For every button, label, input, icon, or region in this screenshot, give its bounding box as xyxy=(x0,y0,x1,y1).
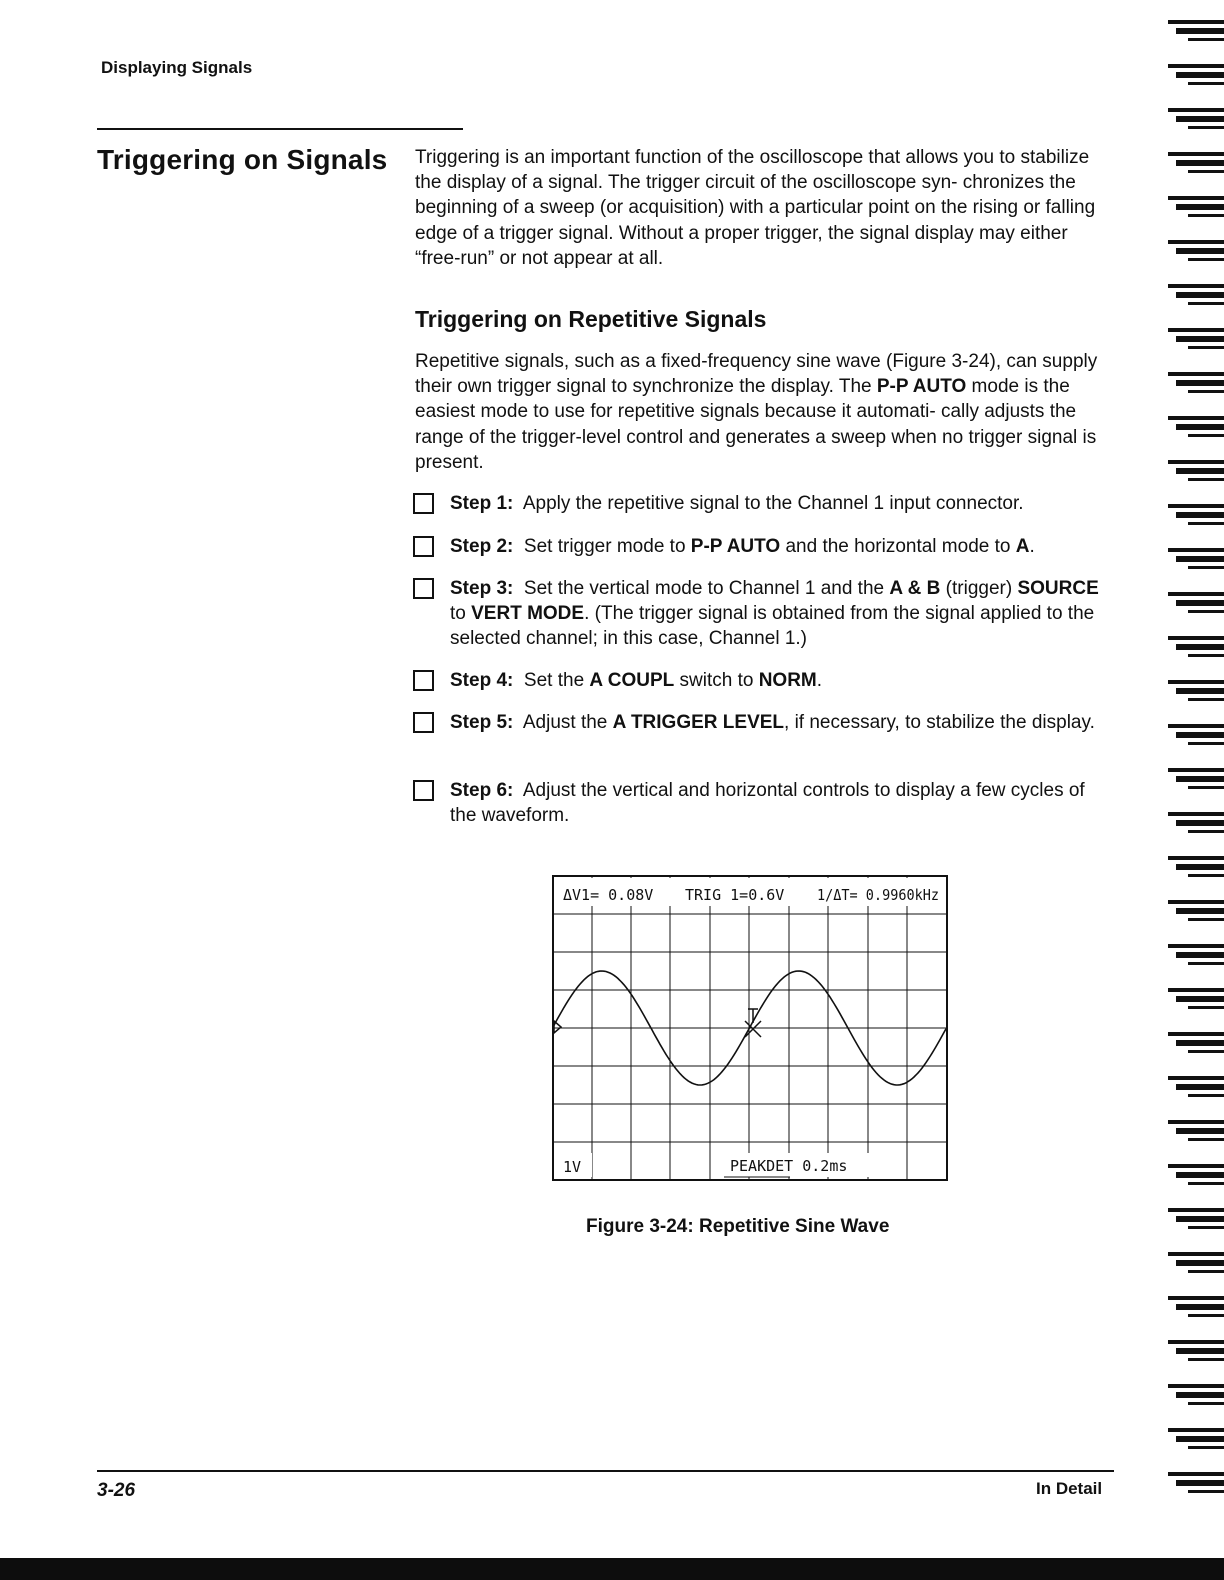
checkbox-icon[interactable] xyxy=(413,578,434,599)
edge-mark xyxy=(1168,944,1224,965)
running-head: Displaying Signals xyxy=(101,58,253,77)
footer-rule xyxy=(97,1470,1114,1472)
checkbox-icon[interactable] xyxy=(413,712,434,733)
step-4: Step 4: Set the A COUPL switch to NORM. xyxy=(413,668,1113,693)
step-6: Step 6: Adjust the vertical and horizontal controls to display a few cycles of the waveform. xyxy=(413,778,1113,828)
checkbox-icon[interactable] xyxy=(413,536,434,557)
section-title: Triggering on Signals xyxy=(97,144,388,175)
step-3: Step 3: Set the vertical mode to Channel 1 and the A & B (trigger) SOURCE to VERT MODE. (The trigger signal is obtained from the signal applied to the selected channel; in this case, Channel 1.) xyxy=(413,576,1113,652)
oscilloscope-display xyxy=(552,875,948,1181)
page-edge-index-marks xyxy=(1158,0,1224,1558)
edge-mark xyxy=(1168,196,1224,217)
edge-mark xyxy=(1168,240,1224,261)
edge-mark xyxy=(1168,900,1224,921)
edge-mark xyxy=(1168,1384,1224,1405)
edge-mark xyxy=(1168,1076,1224,1097)
intro-paragraph: Triggering is an important function of the oscilloscope that allows you to stabilize the display of a signal. The trigger circuit of the oscilloscope syn- chronizes the beginning of a sweep (or acquisition) with a particular point on the rising or falling edge of a trigger signal. Without a proper trigger, the signal display may either “free-run” or not appear at all. xyxy=(415,147,1096,269)
edge-mark xyxy=(1168,108,1224,129)
figure-caption: Figure 3-24: Repetitive Sine Wave xyxy=(586,1216,890,1237)
edge-mark xyxy=(1168,856,1224,877)
repetitive-signals-paragraph: Repetitive signals, such as a fixed-frequency sine wave (Figure 3-24), can supply their own trigger signal to synchronize the display. The P-P AUTO mode is the easiest mode to use for repetitive signals because it automati- cally adjusts the range of the trigger-level control and generates a sweep when no trigger signal is present. xyxy=(415,351,1098,473)
scan-bottom-edge xyxy=(0,1558,1224,1580)
checkbox-icon[interactable] xyxy=(413,670,434,691)
acquisition-mode-readout: PEAKDET 0.2ms xyxy=(730,1157,848,1175)
frequency-readout: 1/ΔT= 0.9960kHz xyxy=(817,886,939,904)
edge-mark xyxy=(1168,768,1224,789)
edge-mark xyxy=(1168,1032,1224,1053)
edge-mark xyxy=(1168,636,1224,657)
checkbox-icon[interactable] xyxy=(413,780,434,801)
edge-mark xyxy=(1168,724,1224,745)
page-number: 3-26 xyxy=(97,1480,136,1501)
edge-mark xyxy=(1168,1164,1224,1185)
checkbox-icon[interactable] xyxy=(413,493,434,514)
edge-mark xyxy=(1168,372,1224,393)
volts-per-div-readout: 1V xyxy=(563,1158,582,1176)
edge-mark xyxy=(1168,1120,1224,1141)
edge-mark xyxy=(1168,64,1224,85)
edge-mark xyxy=(1168,284,1224,305)
header-rule xyxy=(97,128,463,130)
edge-mark xyxy=(1168,416,1224,437)
delta-v-readout: ΔV1= 0.08V xyxy=(563,886,654,904)
edge-mark xyxy=(1168,1208,1224,1229)
edge-mark xyxy=(1168,812,1224,833)
edge-mark xyxy=(1168,548,1224,569)
edge-mark xyxy=(1168,460,1224,481)
edge-mark xyxy=(1168,680,1224,701)
edge-mark xyxy=(1168,1252,1224,1273)
footer-section-name: In Detail xyxy=(1036,1479,1103,1498)
edge-mark xyxy=(1168,1428,1224,1449)
edge-mark xyxy=(1168,1472,1224,1493)
trigger-level-readout: TRIG 1=0.6V xyxy=(685,886,785,904)
step-1: Step 1: Apply the repetitive signal to the Channel 1 input connector. xyxy=(413,491,1113,516)
edge-mark xyxy=(1168,152,1224,173)
edge-mark xyxy=(1168,1296,1224,1317)
edge-mark xyxy=(1168,20,1224,41)
edge-mark xyxy=(1168,1340,1224,1361)
step-5: Step 5: Adjust the A TRIGGER LEVEL, if necessary, to stabilize the display. xyxy=(413,710,1113,735)
step-2: Step 2: Set trigger mode to P-P AUTO and the horizontal mode to A. xyxy=(413,534,1113,559)
edge-mark xyxy=(1168,592,1224,613)
subsection-title: Triggering on Repetitive Signals xyxy=(415,306,767,332)
edge-mark xyxy=(1168,328,1224,349)
edge-mark xyxy=(1168,988,1224,1009)
edge-mark xyxy=(1168,504,1224,525)
